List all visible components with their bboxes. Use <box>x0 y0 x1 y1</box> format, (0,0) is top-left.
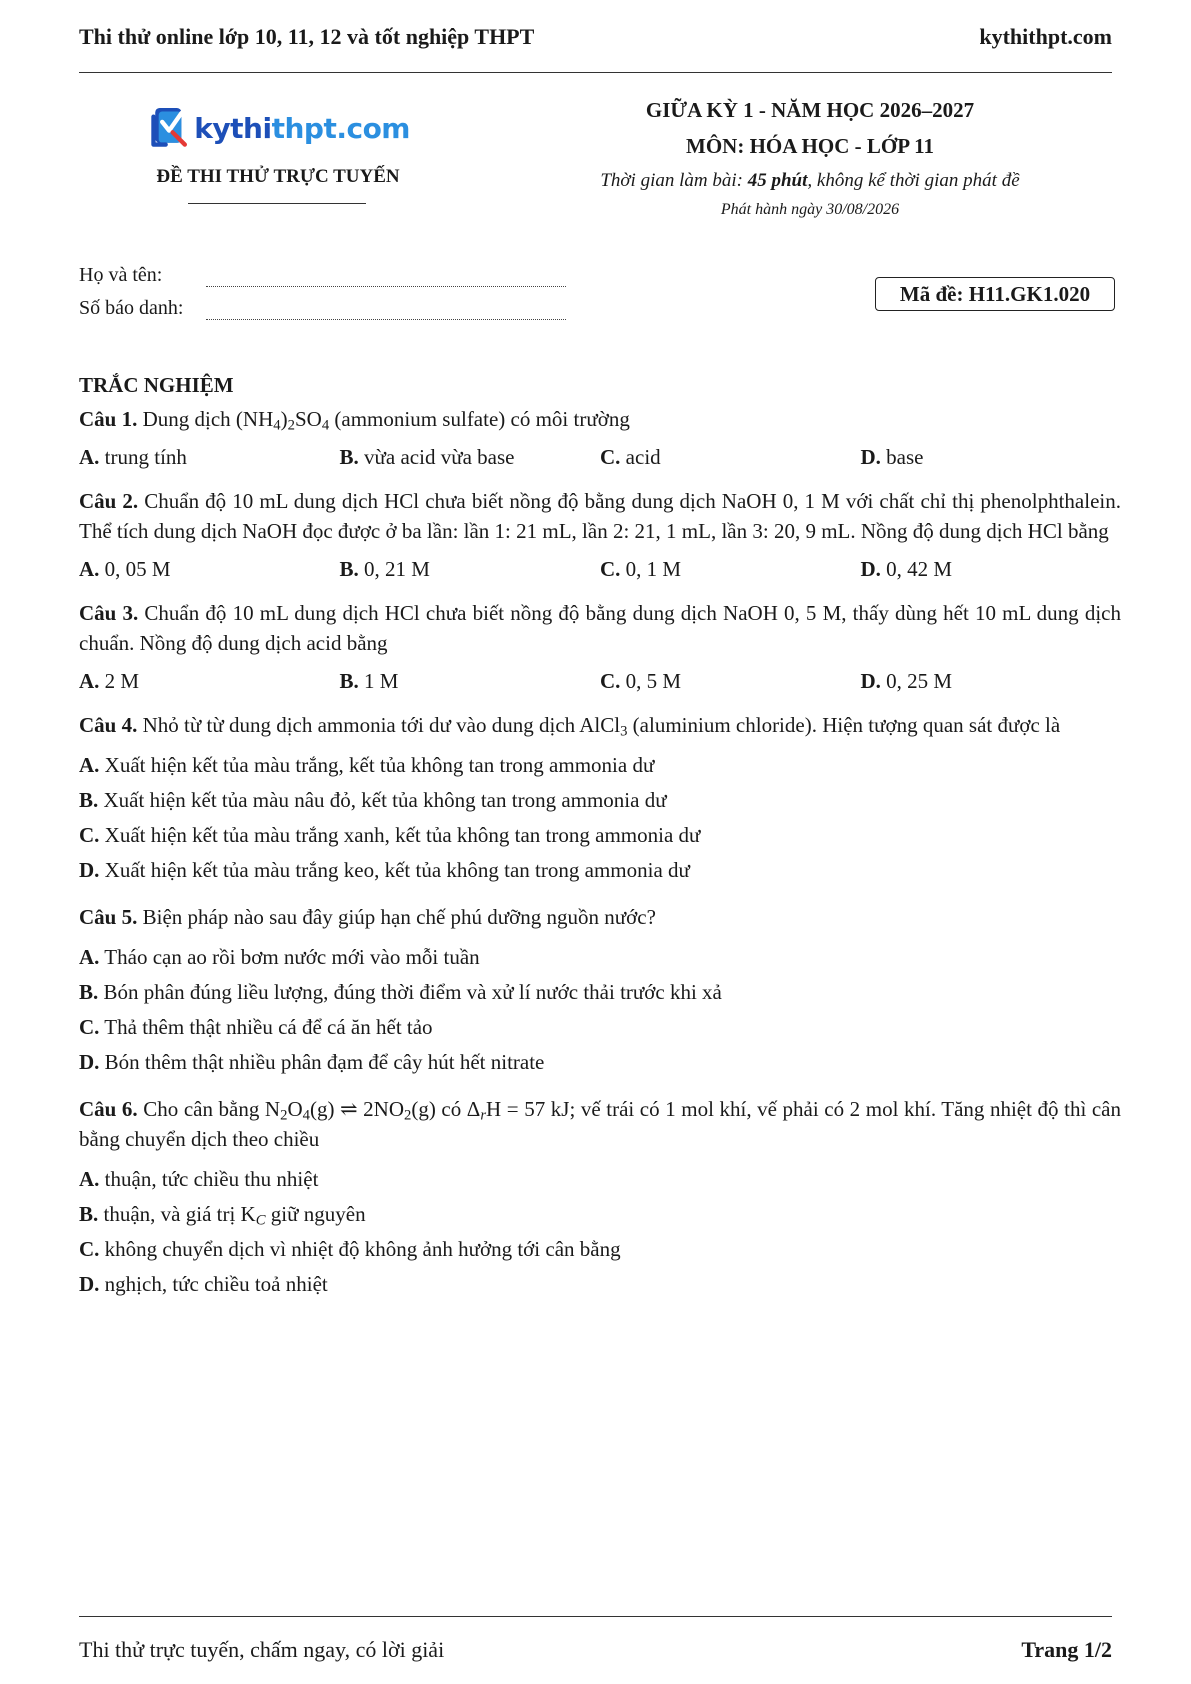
exam-subject: MÔN: HÓA HỌC - LỚP 11 <box>686 134 934 158</box>
option-d: D. Xuất hiện kết tủa màu trắng keo, kết tủa không tan trong ammonia dư <box>79 858 690 882</box>
exam-term: GIỮA KỲ 1 - NĂM HỌC 2026–2027 <box>645 98 975 122</box>
option-d: D. nghịch, tức chiều toả nhiệt <box>79 1272 328 1296</box>
logo-icon <box>150 103 188 153</box>
option-c: C. acid <box>600 445 661 469</box>
id-field <box>206 297 566 320</box>
question-4 <box>79 710 1121 888</box>
questions-section <box>79 370 1121 1316</box>
footer-tagline: Thi thử trực tuyến, chấm ngay, có lời giải <box>79 1637 445 1662</box>
question-stem: Câu 1. Dung dịch $(NH_4)_2SO_4$ (ammonium sulfate) có môi trường <box>79 407 630 434</box>
id-label: Số báo danh: <box>79 297 184 319</box>
option-d: D. 0, 42 M <box>860 557 953 581</box>
option-c: C. 0, 5 M <box>600 669 682 693</box>
option-a: A. trung tính <box>79 445 187 469</box>
logo-subtitle: ĐỀ THI THỬ TRỰC TUYẾN <box>156 166 400 187</box>
exam-time: Thời gian làm bài: 45 phút, không kể thời gian phát đề <box>600 170 1020 191</box>
option-d: D. base <box>860 445 924 469</box>
option-d: D. 0, 25 M <box>860 669 953 693</box>
option-c: C. 0, 1 M <box>600 557 682 581</box>
exam-code-badge: Mã đề: H11.GK1.020 <box>875 277 1115 311</box>
option-b: B. 1 M <box>339 669 399 693</box>
header-site-name: kythithpt.com <box>979 24 1112 49</box>
exam-issued-date: Phát hành ngày 30/08/2026 <box>720 201 900 218</box>
question-2 <box>79 486 1121 584</box>
logo-wordmark: kythithpt.com <box>194 111 410 145</box>
name-label: Họ và tên: <box>79 264 163 286</box>
option-a: A. 0, 05 M <box>79 557 171 581</box>
option-c: C. Thả thêm thật nhiều cá để cá ăn hết tảo <box>79 1015 433 1039</box>
divider <box>188 203 366 204</box>
option-c: C. không chuyển dịch vì nhiệt độ không ảnh hưởng tới cân bằng <box>79 1237 621 1261</box>
option-b: B. thuận, và giá trị $K_C$ giữ nguyên <box>79 1202 366 1229</box>
option-b: B. Bón phân đúng liều lượng, đúng thời điểm và xử lí nước thải trước khi xả <box>79 980 722 1004</box>
option-d: D. Bón thêm thật nhiều phân đạm để cây hút hết nitrate <box>79 1050 545 1074</box>
option-c: C. Xuất hiện kết tủa màu trắng xanh, kết tủa không tan trong ammonia dư <box>79 823 701 847</box>
option-b: B. vừa acid vừa base <box>339 445 515 469</box>
option-a: A. Tháo cạn ao rồi bơm nước mới vào mỗi tuần <box>79 945 480 969</box>
question-stem: Câu 3. Chuẩn độ 10 mL dung dịch HCl chưa biết nồng độ bằng dung dịch NaOH 0, 5 M, thấy dùng hết 10 mL dung dịch chuẩn. Nồng độ dung dịch acid bằng <box>79 601 1121 655</box>
question-5 <box>79 902 1121 1080</box>
page-number: Trang 1/2 <box>1021 1637 1112 1662</box>
exam-header <box>540 97 1080 221</box>
page-header <box>79 22 1112 73</box>
option-a: A. Xuất hiện kết tủa màu trắng, kết tủa không tan trong ammonia dư <box>79 753 655 777</box>
name-field <box>206 264 566 287</box>
page-footer <box>79 1616 1112 1663</box>
section-title: TRẮC NGHIỆM <box>79 373 234 397</box>
option-b: B. Xuất hiện kết tủa màu nâu đỏ, kết tủa không tan trong ammonia dư <box>79 788 667 812</box>
question-stem: Câu 6. Cho cân bằng $N_2O_4(g)$ ⇌ $2NO_2(g)$ có $\Delta_rH = 57$ kJ; vế trái có 1 mol khí, vế phải có 2 mol khí. Tăng nhiệt độ thì cân bằng chuyển dịch theo chiều <box>79 1097 1121 1151</box>
question-stem: Câu 2. Chuẩn độ 10 mL dung dịch HCl chưa biết nồng độ bằng dung dịch NaOH 0, 1 M với chất chỉ thị phenolphthalein. Thể tích dung dịch NaOH đọc được ở ba lần: lần 1: 21 mL, lần 2: 21, 1 mL, lần 3: 20, 9 mL. Nồng độ dung dịch HCl bằng <box>79 489 1121 543</box>
question-3 <box>79 598 1121 696</box>
question-6 <box>79 1094 1121 1302</box>
logo <box>150 101 410 155</box>
candidate-info <box>79 264 566 330</box>
question-stem: Câu 5. Biện pháp nào sau đây giúp hạn chế phú dưỡng nguồn nước? <box>79 905 656 929</box>
question-stem: Câu 4. Nhỏ từ từ dung dịch ammonia tới dư vào dung dịch AlCl$_3$ (aluminium chloride). Hiện tượng quan sát được là <box>79 713 1061 740</box>
option-a: A. 2 M <box>79 669 140 693</box>
question-1 <box>79 404 1121 472</box>
option-a: A. thuận, tức chiều thu nhiệt <box>79 1167 319 1191</box>
option-b: B. 0, 21 M <box>339 557 430 581</box>
header-left-text: Thi thử online lớp 10, 11, 12 và tốt nghiệp THPT <box>79 24 535 49</box>
